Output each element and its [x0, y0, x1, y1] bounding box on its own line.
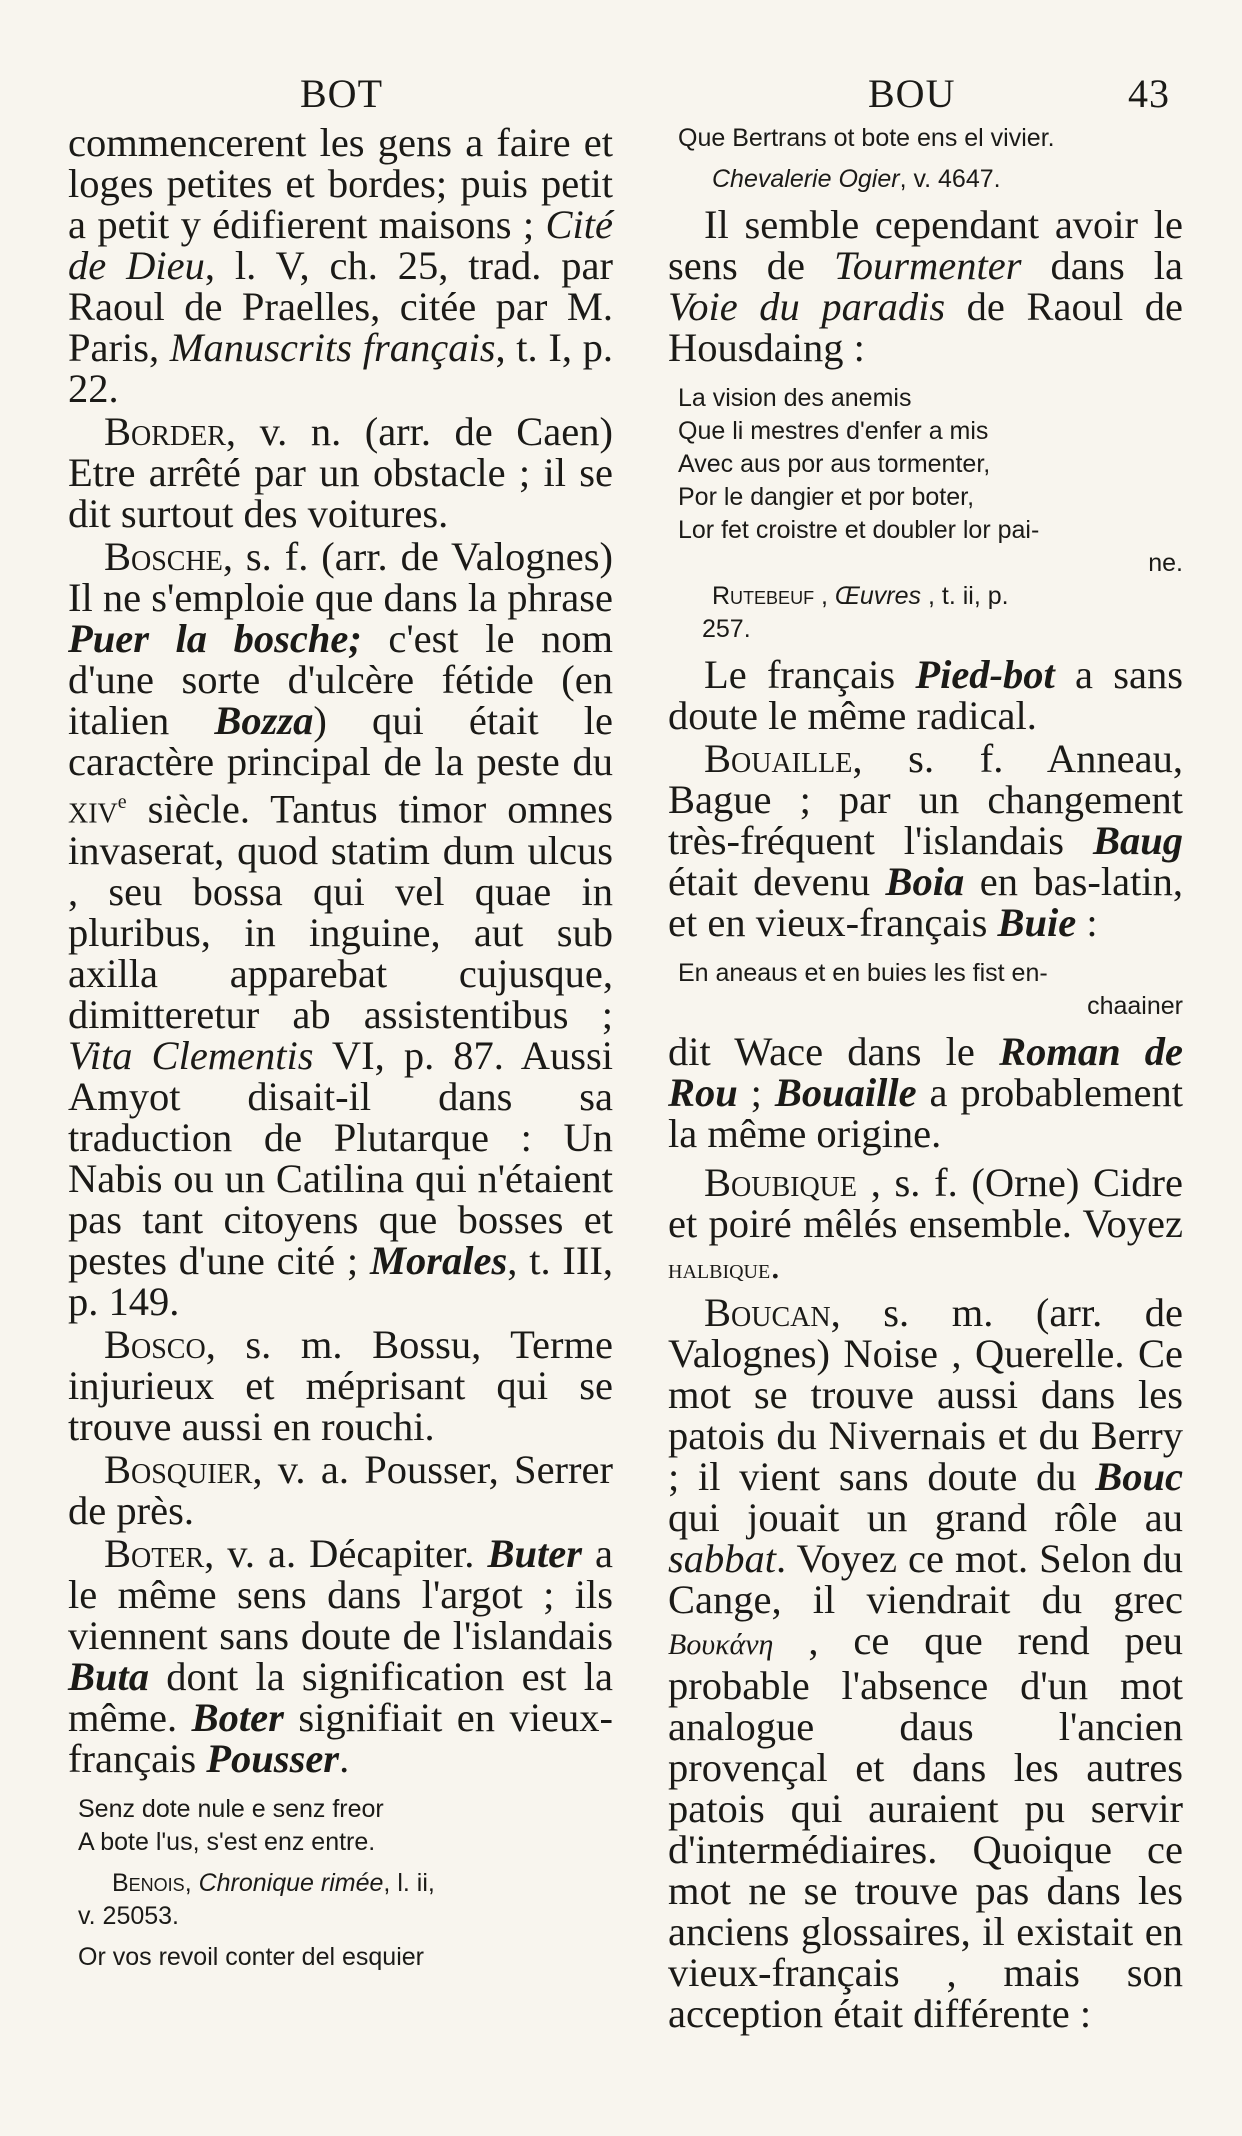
- verse-line: Que li mestres d'enfer a mis: [678, 417, 989, 445]
- verse-line: chaainer: [1087, 992, 1183, 1020]
- running-header: [0, 70, 1242, 120]
- citation-line: 257.: [702, 615, 751, 643]
- verse-line: Avec aus por aus tormenter,: [678, 450, 991, 478]
- verse-quote-vision: [668, 382, 1183, 580]
- verse-quote-aneaus: [668, 957, 1183, 1023]
- header-right-word: BOU: [868, 71, 956, 116]
- right-column: [668, 122, 1183, 2034]
- citation-ogier: Chevalerie Ogier, v. 4647.: [712, 165, 1001, 193]
- citation-rutebeuf: Rutebeuf , Œuvres , t. ii, p. 257.: [668, 580, 1183, 646]
- page-number: 43: [1128, 71, 1170, 116]
- entry-boter: Boter, v. a. Décapiter. Buter a le même sens dans l'argot ; ils viennent sans doute de l'islandais Buta dont la signification est la même. Boter signifiait en vieux-français Pousser.: [68, 1530, 613, 1781]
- entry-bosco: Bosco, s. m. Bossu, Terme injurieux et méprisant qui se trouve aussi en rouchi.: [68, 1321, 613, 1449]
- verse-quote-senz: [68, 1793, 613, 1859]
- entry-bosquier: Bosquier, v. a. Pousser, Serrer de près.: [68, 1446, 613, 1533]
- verse-line-or-vos: Or vos revoil conter del esquier: [78, 1942, 424, 1971]
- verse-line: Por le dangier et por boter,: [678, 483, 975, 511]
- verse-line: En aneaus et en buies les fist en-: [678, 959, 1048, 987]
- entry-border: Border, v. n. (arr. de Caen) Etre arrêté par un obstacle ; il se dit surtout des voitures.: [68, 409, 613, 536]
- verse-line: Senz dote nule e senz freor: [78, 1794, 384, 1823]
- verse-line: La vision des anemis: [678, 384, 912, 412]
- citation-line: v. 25053.: [78, 1901, 180, 1930]
- verse-line: Lor fet croistre et doubler lor pai-: [678, 516, 1040, 544]
- paragraph-continuation: commencerent les gens a faire et loges petites et bordes; puis petit a petit y édifierent maisons ; Cité de Dieu, l. V, ch. 25, trad. par Raoul de Praelles, citée par M. Paris, Manuscrits français, t. I, p. 22.: [68, 120, 613, 411]
- entry-boucan: Boucan, s. m. (arr. de Valognes) Noise , Querelle. Ce mot se trouve aussi dans les patois du Nivernais et du Berry ; il vient sans doute du Bouc qui jouait un grand rôle au sabbat. Voyez ce mot. Selon du Cange, il viendrait du grec Βουκάνη , ce que rend peu probable l'absence d'un mot analogue daus l'ancien provençal et dans les autres patois qui auraient pu servir d'intermédiaires. Quoique ce mot ne se trouve pas dans les anciens glossaires, il existait en vieux-français , mais son acception était différente :: [668, 1290, 1183, 2036]
- paragraph-semble: Il semble cependant avoir le sens de Tourmenter dans la Voie du paradis de Raoul de Housdaing :: [668, 202, 1183, 370]
- left-column: [68, 122, 613, 1974]
- paragraph-pied-bot: Le français Pied-bot a sans doute le même radical.: [668, 652, 1183, 738]
- entry-bouaille: Bouaille, s. f. Anneau, Bague ; par un changement très-fréquent l'islandais Baug était devenu Boia en bas-latin, et en vieux-français Buie :: [668, 736, 1183, 945]
- verse-line: ne.: [1148, 549, 1183, 577]
- verse-line: A bote l'us, s'est enz entre.: [78, 1827, 376, 1856]
- header-left-word: BOT: [300, 71, 383, 116]
- citation-benois: Benois, Chronique rimée, l. ii, v. 25053.: [68, 1867, 613, 1933]
- entry-bosche: Bosche, s. f. (arr. de Valognes) Il ne s'emploie que dans la phrase Puer la bosche; c'est le nom d'une sorte d'ulcère fétide (en italien Bozza) qui était le caractère principal de la peste du xiv$^e$ siècle. Tantus timor omnes invaserat, quod statim dum ulcus , seu bossa qui vel quae in pluribus, in inguine, aut sub axilla apparebat cujusque, dimitteretur ab assistentibus ; Vita Clementis VI, p. 87. Aussi Amyot disait-il dans sa traduction de Plutarque : Un Nabis ou un Catilina qui n'étaient pas tant citoyens que bosses et pestes d'une cité ; Morales, t. III, p. 149.: [68, 534, 613, 1324]
- entry-boubique: Boubique , s. f. (Orne) Cidre et poiré mêlés ensemble. Voyez halbique.: [668, 1160, 1183, 1287]
- verse-line-que-bertrans: Que Bertrans ot bote ens el vivier.: [678, 124, 1055, 152]
- paragraph-wace: dit Wace dans le Roman de Rou ; Bouaille a probablement la même origine.: [668, 1029, 1183, 1156]
